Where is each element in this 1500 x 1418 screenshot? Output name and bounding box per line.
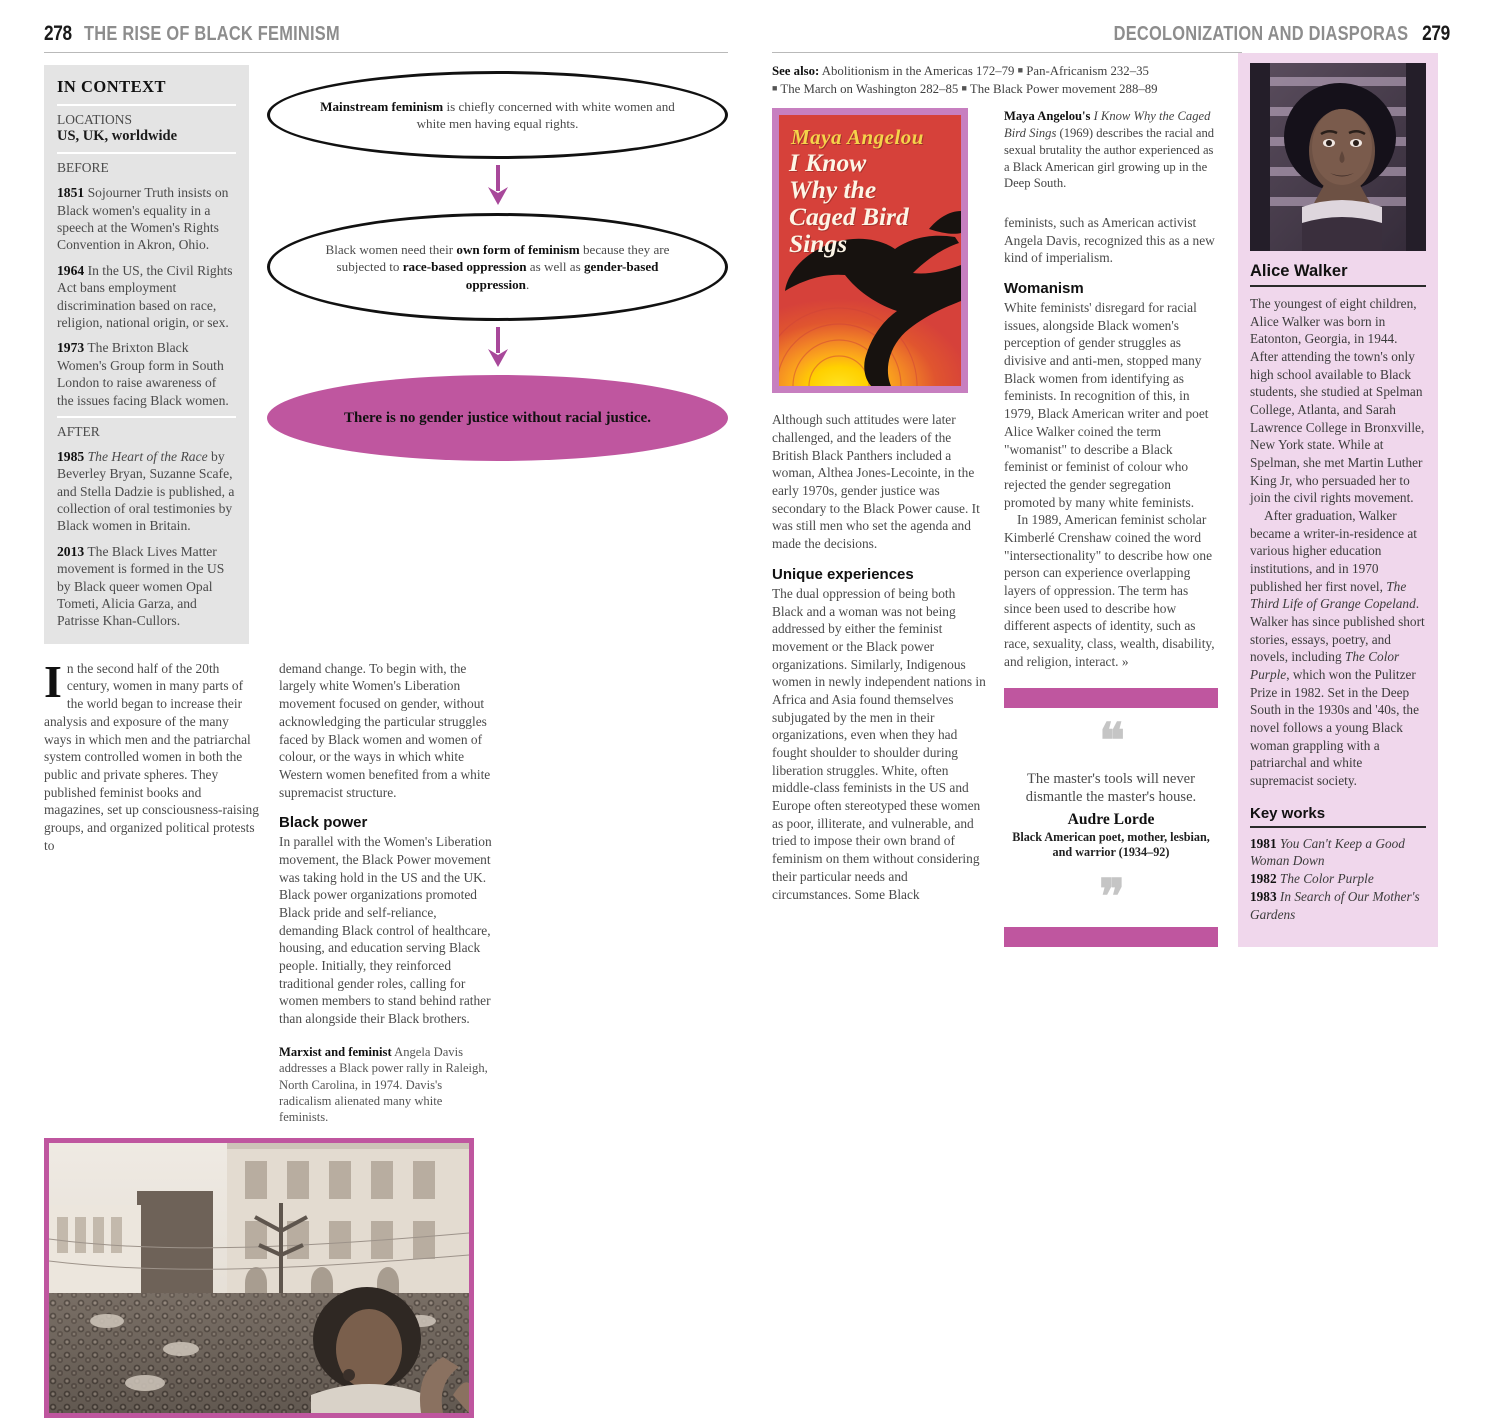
col2-continued-block (1004, 214, 1218, 267)
in-context-divider-3 (57, 416, 236, 418)
quote-attribution: Audre Lorde (1067, 810, 1155, 828)
before-entry-year: 1964 (57, 262, 85, 278)
intro-paragraph-block (44, 655, 259, 855)
chapter-title-left: THE RISE OF BLACK FEMINISM (83, 22, 340, 45)
intro-paragraph: In the second half of the 20th century, women in many parts of the world began to increase their analysis and exposure of the many ways in which men and the patriarchal system controlled women in both the public and private spheres. They published feminist books and magazines, set up consciousness-raising groups, and organized political protests to (44, 655, 259, 853)
header-divider-left (44, 52, 728, 53)
bio-p2-c: , which won the Pulitzer Prize in 1982. Set in the Deep South in the 1930s and '40s, the novel follows a young Black woman grappling with a patriarchal and white supremacist society. (1250, 667, 1419, 789)
book-caption-lead: Maya Angelou's (1004, 109, 1091, 124)
photo-caption-text: Angela Davis addresses a Black power rally in Raleigh, North Carolina, in 1974. Davis's radicalism alienated many white feminists. (279, 1044, 488, 1125)
continued-paragraph: demand change. To begin with, the largely white Women's Liberation movement focused on gender, without acknowledging the particular struggles faced by Black women and women of colour, or the ways in which white Western women benefited from a white supremacist structure. (279, 660, 491, 800)
key-work-title: The Color Purple (1279, 871, 1374, 887)
bullet-icon: ■ (772, 83, 778, 94)
subheading-black-power: Black power (279, 814, 368, 832)
biography-panel (1238, 53, 1438, 947)
left-column-1 (44, 655, 259, 1126)
before-entry (57, 339, 236, 409)
key-work-item (1250, 870, 1426, 888)
flow-arrow-1 (267, 159, 728, 213)
bio-p2-title-2: The Color Purple (1250, 649, 1400, 683)
left-top-area (44, 65, 728, 644)
page-number-right: 279 (1422, 22, 1450, 45)
locations-value: US, UK, worldwide (57, 127, 178, 144)
womanism-block (1004, 299, 1218, 670)
after-entry (57, 448, 236, 535)
after-entry (57, 543, 236, 630)
quote-close-icon: ❞ (1099, 871, 1123, 925)
after-entry-title: The Heart of the Race (87, 448, 208, 464)
before-entry-year: 1973 (57, 340, 85, 356)
key-work-item (1250, 888, 1426, 923)
photo-caption-lead: Marxist and feminist (279, 1044, 392, 1059)
book-caption-rest: (1969) describes the racial and sexual brutality the author experienced as a Black American girl growing up in the Deep South. (1004, 126, 1215, 191)
bio-p2-a: After graduation, Walker became a writer-in-residence at various higher education institutions, and in 1970 published her first novel, (1250, 508, 1417, 594)
right-page (750, 0, 1500, 925)
quote-bar-bottom (1004, 927, 1218, 947)
key-work-title: You Can't Keep a Good Woman Down (1250, 835, 1405, 869)
right-page-body (772, 53, 1450, 947)
biography-name-rule (1250, 285, 1426, 287)
subheading-womanism: Womanism (1004, 280, 1084, 298)
key-works-list (1250, 835, 1426, 923)
book-cover-title-line: I Know (789, 148, 867, 178)
flow-oval-1-bold: Mainstream feminism (320, 98, 444, 114)
col2-continued-paragraph: feminists, such as American activist Angela Davis, recognized this as a new kind of imperialism. (1004, 214, 1215, 266)
book-cover-title-line: Sings (789, 229, 848, 259)
right-column-2 (1004, 108, 1218, 947)
left-body-columns (44, 655, 728, 1126)
key-works-rule (1250, 826, 1426, 828)
flow-oval-3-conclusion (267, 375, 728, 461)
before-entry-year: 1851 (57, 185, 85, 201)
angela-davis-photo (49, 1143, 469, 1413)
col1-paragraph: Although such attitudes were later challenged, and the leaders of the British Black Panthers included a woman, Althea Jones-Lecointe, in the early 1970s, gender justice was secondary to the Black Power cause. It was still men who set the agenda and made the decisions. (772, 412, 980, 552)
right-column-1 (772, 108, 986, 947)
see-also-item[interactable]: The Black Power movement 288–89 (969, 82, 1158, 97)
see-also (772, 62, 1242, 98)
flow-oval-1-rest: is chiefly concerned with white women and white men having equal rights. (416, 98, 675, 131)
see-also-item[interactable]: Abolitionism in the Americas 172–79 (821, 64, 1015, 78)
before-entry (57, 184, 236, 254)
book-caption-title: I Know Why the Caged Bird Sings (1004, 109, 1211, 141)
book-cover-title-line: Why the (789, 175, 877, 205)
book-cover-title (789, 149, 953, 257)
col1-paragraph-block (772, 411, 986, 553)
key-work-title: In Search of Our Mother's Gardens (1250, 888, 1420, 922)
see-also-label: See also: (772, 64, 820, 78)
quote-bar-top (1004, 688, 1218, 708)
right-columns (772, 108, 1220, 947)
in-context-divider-2 (57, 152, 236, 154)
bullet-icon: ■ (961, 83, 967, 94)
quote-text: The master's tools will never dismantle the master's house. (1025, 771, 1197, 806)
flow-oval-3-text: There is no gender justice without racial justice. (344, 409, 651, 426)
flow-arrow-2 (267, 321, 728, 375)
bio-p2-b: . Walker has since published short stories, essays, poetry, and novels, including (1250, 596, 1425, 665)
black-power-paragraph: In parallel with the Women's Liberation movement, the Black Power movement was taking hold in the US and the UK. Black power organizations promoted Black pride and self-reliance, demanding Black control of healthcare, housing, and education serving Black people. Initially, they reinforced traditional gender roles, calling for women members to stand behind rather than alongside their Black brothers. (279, 834, 492, 1027)
before-entry (57, 262, 236, 332)
subheading-unique-experiences: Unique experiences (772, 565, 914, 583)
before-entry-text: In the US, the Civil Rights Act bans employment discrimination based on race, religion, national origin, or sex. (57, 262, 233, 330)
in-context-divider-1 (57, 104, 236, 106)
womanism-paragraph-2: In 1989, American feminist scholar Kimberlé Crenshaw coined the word "intersectionality" to describe how one person can experience overlapping layers of oppression. The term has since been used to describe how different aspects of identity, such as race, sexuality, class, wealth, disability, and religion, interact. » (1004, 512, 1215, 669)
after-entry-year: 1985 (57, 448, 85, 464)
col1-unique-block (772, 585, 986, 903)
book-cover-image (772, 108, 968, 393)
before-label: BEFORE (57, 160, 109, 176)
after-entry-year: 2013 (57, 543, 85, 559)
key-work-year: 1983 (1250, 888, 1277, 904)
flow-diagram (267, 65, 728, 644)
womanism-paragraph-1: White feminists' disregard for racial issues, alongside Black women's perception of gender struggles as divisive and anti-men, stopped many Black women from identifying as feminists. In recognition of this, in 1979, Black American writer and poet Alice Walker coined the term "womanist" to describe a Black feminist or feminist of colour who rejected the gender segregation promoted by many white feminists. (1004, 300, 1209, 510)
in-context-title: IN CONTEXT (57, 77, 167, 96)
book-cover-title-line: Caged Bird (789, 202, 909, 232)
quote-role: Black American poet, mother, lesbian, and warrior (1934–92) (1012, 829, 1210, 860)
continued-paragraph-block (279, 660, 494, 802)
biography-name: Alice Walker (1250, 262, 1348, 280)
bio-p2-title-1: The Third Life of Grange Copeland (1250, 578, 1416, 612)
angela-davis-photo-frame (44, 1138, 474, 1418)
left-page (0, 0, 750, 1125)
before-entry-text: The Brixton Black Women's Group form in South London to raise awareness of the issues facing Black women. (57, 340, 229, 408)
key-work-year: 1981 (1250, 835, 1277, 851)
flow-oval-1 (267, 71, 728, 159)
flow-oval-2: Black women need their own form of feminism because they are subjected to race-based oppression as well as gender-based oppression. (267, 213, 728, 321)
pull-quote (1004, 688, 1218, 947)
biography-paragraph-2 (1250, 507, 1426, 790)
book-cover-author: Maya Angelou (791, 125, 924, 150)
in-context-box (44, 65, 249, 644)
page-number-left: 278 (44, 22, 72, 45)
after-entry-text: by Beverley Bryan, Suzanne Scafe, and Stella Dadzie is published, a collection of oral testimonies by Black women in Britain. (57, 448, 235, 534)
photo-caption (279, 1044, 494, 1126)
chapter-title-right: DECOLONIZATION AND DIASPORAS (1113, 22, 1409, 45)
see-also-item[interactable]: The March on Washington 282–85 (780, 82, 959, 97)
right-main-area (772, 53, 1220, 947)
left-running-head (44, 22, 728, 48)
biography-paragraph-1: The youngest of eight children, Alice Walker was born in Eatonton, Georgia, in 1944. After attending the town's only high school available to Black students, she studied at Spelman College, Atlanta, and Sarah Lawrence College in Bronxville, New York state. While at Spelman, she met Martin Luther King Jr, who persuaded her to join the civil rights movement. (1250, 296, 1425, 506)
after-entry-text: The Black Lives Matter movement is formed in the US by Black queer women Opal Tometi, Alicia Garza, and Patrisse Khan-Cullors. (57, 543, 225, 629)
key-works-title: Key works (1250, 804, 1326, 822)
key-work-item (1250, 835, 1426, 870)
col1-unique-paragraph: The dual oppression of being both Black and a woman was not being addressed by either the feminist movement or the Black power organizations. Similarly, Indigenous women in newly independent nations in Africa and Asia found themselves subjugated by the men in their organizations, even when they had fought shoulder to shoulder during liberation struggles. White, often middle-class feminists in the US and Europe often stereotyped these women as poor, illiterate, and vulnerable, and tried to impose their own brand of feminism on them without considering their particular needs and circumstances. Some Black (772, 585, 986, 902)
biography-text (1250, 295, 1426, 790)
alice-walker-photo (1250, 63, 1426, 251)
bullet-icon: ■ (1017, 65, 1024, 75)
after-label: AFTER (57, 423, 100, 439)
locations-label: LOCATIONS (57, 112, 133, 127)
black-power-block (279, 833, 494, 1028)
left-column-2 (279, 660, 494, 1126)
book-cover-caption (1004, 108, 1218, 192)
quote-open-icon: ❝ (1099, 715, 1123, 769)
right-running-head (772, 22, 1450, 48)
key-work-year: 1982 (1250, 871, 1277, 887)
before-entry-text: Sojourner Truth insists on Black women's equality in a speech at the Women's Rights Convention in Akron, Ohio. (57, 185, 229, 253)
see-also-item[interactable]: Pan-Africanism 232–35 (1026, 64, 1149, 78)
